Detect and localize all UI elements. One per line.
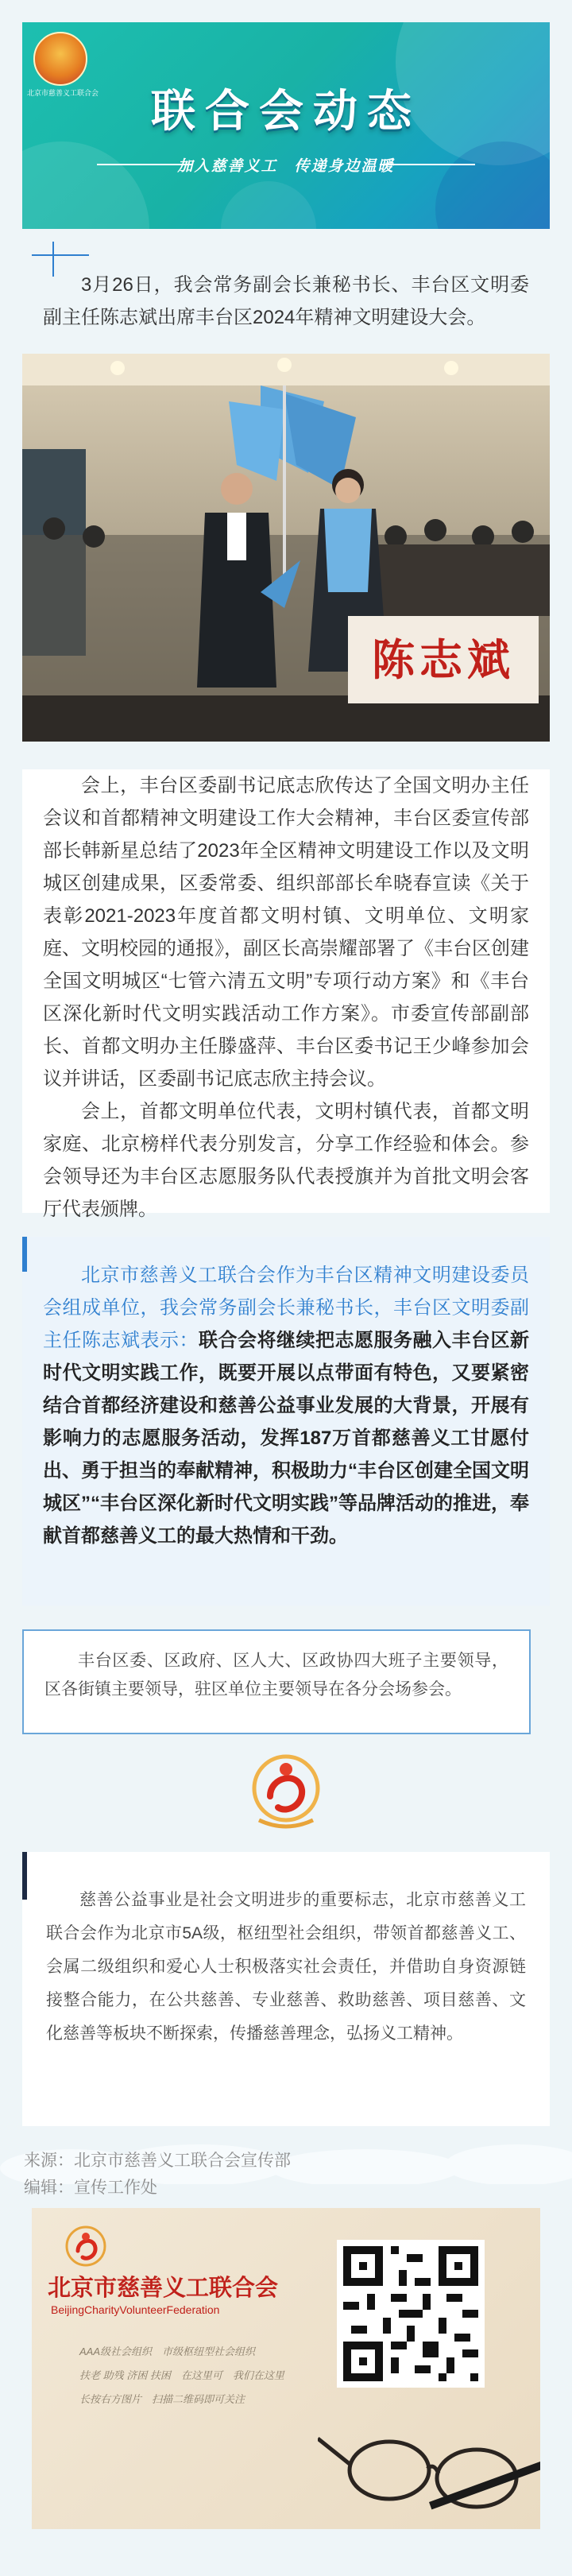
header-logo-text: 北京市慈善义工联合会 (27, 89, 99, 97)
page-subtitle: 加入慈善义工 传递身边温暖 (177, 158, 395, 175)
footer-org-name-en: BeijingCharityVolunteerFederation (51, 2303, 220, 2316)
attendance-text: 丰台区委、区政府、区人大、区政协四大班子主要领导，区各街镇主要领导，驻区单位主要领导在各分会场参会。 (44, 1652, 508, 1699)
highlight-accent-bar (22, 1237, 27, 1272)
body-paragraph-2: 会上，首都文明单位代表，文明村镇代表，首都文明家庭、北京榜样代表分别发言，分享工作经验和体会。参会领导还为丰台区志愿服务队代表授旗并为首批文明会客厅代表颁牌。 (43, 1101, 529, 1220)
intro-section (22, 240, 550, 343)
highlight-section (22, 1237, 550, 1606)
event-photo (22, 354, 550, 742)
charity-emblem-icon (243, 1749, 329, 1833)
about-section (22, 1852, 550, 2126)
footer-card (32, 2208, 540, 2529)
qr-code[interactable] (337, 2240, 485, 2388)
footer-slogan-3: 长按右方图片 扫描二维码即可关注 (79, 2393, 245, 2405)
footer-org-name: 北京市慈善义工联合会 (48, 2274, 279, 2301)
body-paragraph-1: 会上，丰台区委副书记底志欣传达了全国文明办主任会议和首都精神文明建设工作大会精神，丰台区委宣传部部长韩新星总结了2023年全区精神文明建设工作以及文明城区创建成果，区委常委、组织部部长牟晓春宣读《关于表彰2021-2023年度首都文明村镇、文明单位、文明家庭、文明校园的通报》，副区长高崇耀部署了《丰台区创建全国文明城区“七管六清五文明”专项行动方案》和《丰台区深化新时代文明实践活动工作方案》。市委宣传部副部长、首都文明办主任滕盛萍、丰台区委书记王少峰参加会议并讲话，区委副书记底志欣主持会议。 (43, 775, 529, 1090)
event-photo-illustration (22, 354, 550, 742)
header-banner (22, 22, 550, 229)
highlight-text: 联合会将继续把志愿服务融入丰台区新时代文明实践工作，既要开展以点带面有特色，又要紧密结合首都经济建设和慈善公益事业发展的大背景，开展有影响力的志愿服务活动，发挥187万首都慈善义工甘愿付出、勇于担当的奉献精神，积极助力“丰台区创建全国文明城区”“丰台区深化新时代文明实践”等品牌活动的推进，奉献首都慈善义工的最大热情和干劲。 (43, 1330, 529, 1547)
name-plate: 陈志斌 (372, 634, 515, 685)
editor-credit: 编辑：宣传工作处 (24, 2179, 157, 2197)
source-credit: 来源：北京市慈善义工联合会宣传部 (24, 2152, 291, 2170)
footer-slogan-2: 扶老 助残 济困 扶困 在这里可 我们在这里 (79, 2369, 284, 2381)
footer-slogan-1: AAA级社会组织 市级枢纽型社会组织 (79, 2346, 256, 2357)
about-text: 慈善公益事业是社会文明进步的重要标志，北京市慈善义工联合会作为北京市5A级，枢纽型社会组织，带领首都慈善义工、会属二级组织和爱心人士积极落实社会责任，并借助自身资源链接整合能力，在公共慈善、专业慈善、救助慈善、项目慈善、文化慈善等板块不断探索，传播慈善理念，弘扬义工精神。 (46, 1891, 526, 2043)
page-title: 联合会动态 (151, 85, 421, 138)
glasses-decoration (318, 2407, 540, 2526)
intro-text: 3月26日，我会常务副会长兼秘书长、丰台区文明委副主任陈志斌出席丰台区2024年精神文明建设大会。 (43, 274, 529, 328)
about-accent-bar (22, 1852, 27, 1900)
attendance-section (22, 1629, 531, 1734)
footer-logo-icon (64, 2224, 108, 2268)
body-section (22, 769, 550, 1220)
highlight-lead: 北京市慈善义工联合会作为丰台区精神文明建设委员会组成单位，我会常务副会长兼秘书长，丰台区文明委副主任陈志斌表示： (43, 1265, 529, 1351)
